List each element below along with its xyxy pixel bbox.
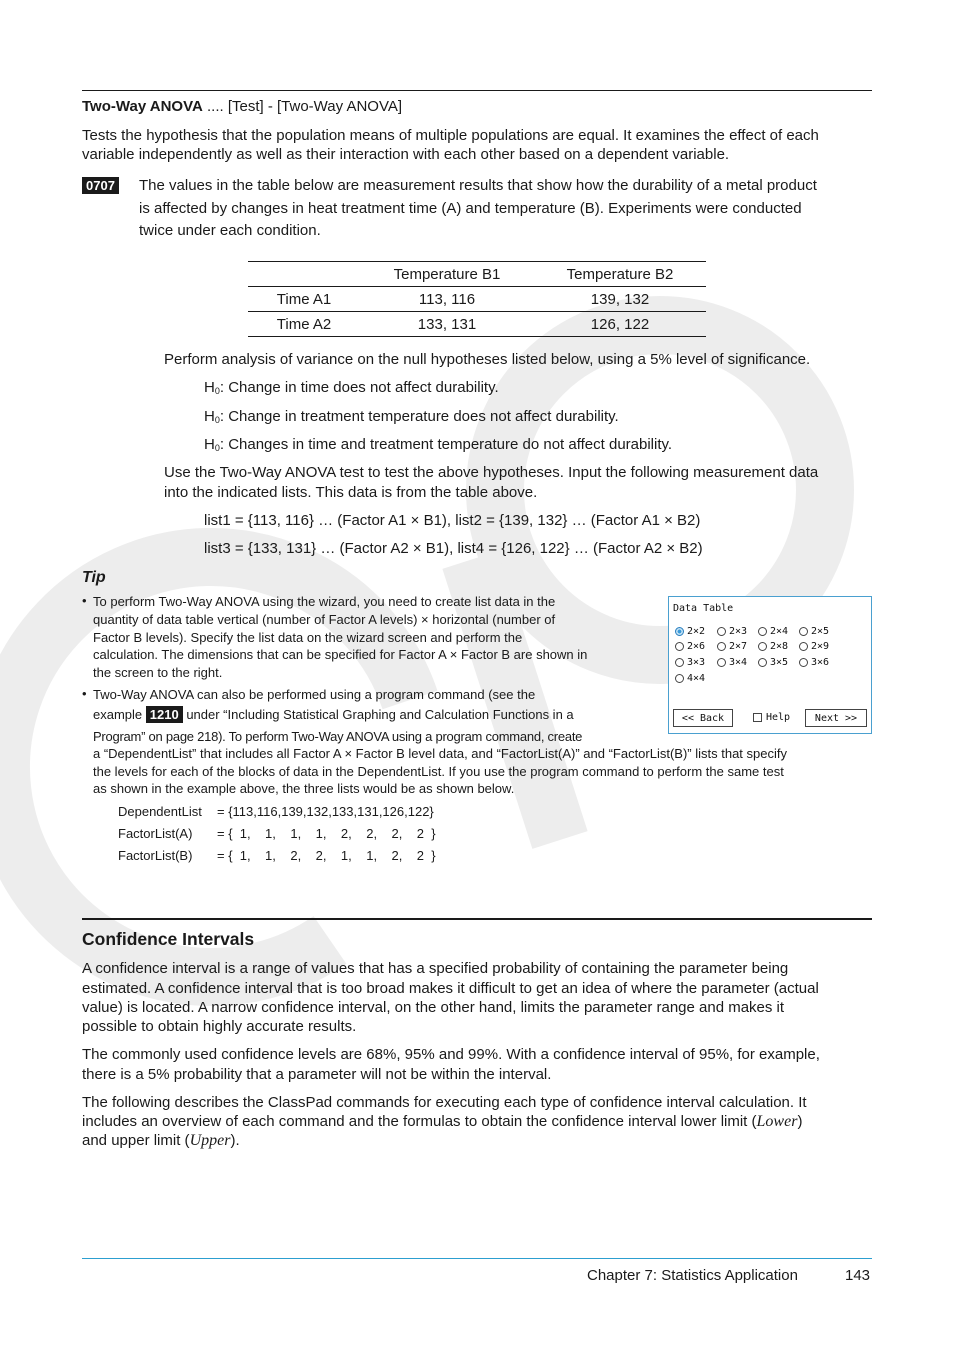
footer-chapter: Chapter 7: Statistics Application — [587, 1267, 798, 1284]
use-text-line: Use the Two-Way ANOVA test to test the above hypotheses. Input the following measurement data — [164, 464, 819, 481]
factor-list-a-value: = { 1, 1, 1, 1, 2, 2, 2, 2 } — [217, 826, 436, 841]
paragraph-line: The following describes the ClassPad commands for executing each type of confidence interval calculation. It — [82, 1094, 807, 1111]
example-text-line: The values in the table below are measurement results that show how the durability of a metal product — [139, 177, 817, 194]
paragraph-line: A confidence interval is a range of values that has a specified probability of containing the parameter being — [82, 960, 789, 977]
option-2x3[interactable]: 2×3 — [717, 624, 747, 638]
radio-icon — [758, 642, 767, 651]
paragraph-line: value) is located. A narrow confidence interval, on the other hand, limits the parameter range and makes it — [82, 999, 785, 1016]
hypothesis: $H_0$: Change in time does not affect durability. — [204, 379, 499, 396]
tip-title: Tip — [82, 569, 106, 586]
tip-text-line: Program” on page 218). To perform Two-Way ANOVA using a program command, create — [93, 729, 583, 744]
factor-list-b-value: = { 1, 1, 2, 2, 1, 1, 2, 2 } — [217, 848, 436, 863]
paragraph-line: The commonly used confidence levels are 68%, 95% and 99%. With a confidence interval of 95%, for example, — [82, 1046, 820, 1063]
tip-text-line: the levels for each of the blocks of data in the DependentList. If you use the program command to perform the same test — [93, 764, 784, 779]
next-button[interactable]: Next >> — [805, 709, 867, 727]
option-2x6[interactable]: 2×6 — [675, 639, 705, 653]
footer-rule — [82, 1258, 872, 1259]
radio-icon — [675, 627, 684, 636]
table-row — [248, 312, 706, 337]
option-2x9[interactable]: 2×9 — [799, 639, 829, 653]
radio-icon — [717, 658, 726, 667]
factor-list-a-label: FactorList(A) — [118, 826, 193, 841]
radio-icon — [675, 642, 684, 651]
table-cell: 113, 116 — [360, 287, 534, 312]
list-definition: list1 = {113, 116} … (Factor A1 × B1), list2 = {139, 132} … (Factor A1 × B2) — [204, 512, 701, 529]
paragraph-line: estimated. A confidence interval that is too broad makes it difficult to get an idea of where the parameter (actual — [82, 980, 819, 997]
tip-text-line: example 1210 under “Including Statistical Graphing and Calculation Functions in a — [93, 707, 574, 722]
tip-text-line: Factor B levels). Specify the list data on the wizard screen and perform the — [93, 630, 523, 645]
table-header-cell — [248, 262, 360, 287]
anova-intro-line: Tests the hypothesis that the population means of multiple populations are equal. It examines the effect of each — [82, 127, 819, 144]
option-3x4[interactable]: 3×4 — [717, 655, 747, 669]
checkbox-icon — [753, 713, 762, 722]
paragraph-line: possible to obtain highly accurate results. — [82, 1018, 357, 1035]
tip-text-line: Two-Way ANOVA can also be performed using a program command (see the — [93, 687, 536, 702]
tip-text-line: the screen to the right. — [93, 665, 223, 680]
radio-icon — [799, 627, 808, 636]
tip-text-line: quantity of data table vertical (number of Factor A levels) × horizontal (number of — [93, 612, 556, 627]
radio-icon — [675, 674, 684, 683]
paragraph-line: includes an overview of each command and the formulas to obtain the confidence interval lower limit (Lower) — [82, 1113, 803, 1130]
radio-icon — [758, 658, 767, 667]
table-cell: Time A2 — [248, 312, 360, 337]
table-cell: 133, 131 — [360, 312, 534, 337]
table-header-cell: Temperature B1 — [360, 262, 534, 287]
dependent-list-value: = {113,116,139,132,133,131,126,122} — [217, 804, 434, 819]
tip-text-line: To perform Two-Way ANOVA using the wizard, you need to create list data in the — [93, 594, 556, 609]
factor-list-b-label: FactorList(B) — [118, 848, 193, 863]
example-text-line: is affected by changes in heat treatment time (A) and temperature (B). Experiments were conducted — [139, 200, 802, 217]
option-2x7[interactable]: 2×7 — [717, 639, 747, 653]
section-rule — [82, 918, 872, 920]
tip-text-line: a “DependentList” that includes all Factor A × Factor B level data, and “FactorList(A)” and “FactorList(B)” lists that specify — [93, 746, 787, 761]
hypothesis: $H_0$: Change in treatment temperature does not affect durability. — [204, 408, 619, 425]
option-2x2[interactable]: 2×2 — [675, 624, 705, 638]
bullet-marker: • — [82, 686, 87, 701]
example-badge: 0707 — [82, 177, 119, 194]
radio-icon — [675, 658, 684, 667]
paragraph-line: and upper limit (Upper). — [82, 1132, 240, 1149]
option-3x3[interactable]: 3×3 — [675, 655, 705, 669]
wizard-title: Data Table — [673, 603, 734, 614]
tip-text-line: as shown in the example above, the three lists would be as shown below. — [93, 781, 515, 796]
bullet-marker: • — [82, 593, 87, 608]
radio-icon — [717, 627, 726, 636]
perform-text: Perform analysis of variance on the null hypotheses listed below, using a 5% level of significance. — [164, 351, 811, 368]
back-button[interactable]: << Back — [673, 709, 733, 727]
top-rule — [82, 90, 872, 91]
page-number: 143 — [845, 1267, 871, 1284]
option-2x4[interactable]: 2×4 — [758, 624, 788, 638]
section-title: Confidence Intervals — [82, 929, 255, 949]
tip-text-line: calculation. The dimensions that can be specified for Factor A × Factor B are shown in — [93, 647, 588, 662]
radio-icon — [717, 642, 726, 651]
use-text-line: into the indicated lists. This data is from the table above. — [164, 484, 538, 501]
paragraph-line: there is a 5% probability that a parameter will not be within the interval. — [82, 1066, 552, 1083]
table-header-cell: Temperature B2 — [534, 262, 706, 287]
table-row — [248, 287, 706, 312]
option-2x5[interactable]: 2×5 — [799, 624, 829, 638]
hypothesis: $H_0$: Changes in time and treatment temperature do not affect durability. — [204, 436, 673, 453]
table-cell: Time A1 — [248, 287, 360, 312]
example-badge: 1210 — [146, 706, 183, 723]
radio-icon — [799, 642, 808, 651]
example-text-line: twice under each condition. — [139, 222, 321, 239]
anova-heading: Two-Way ANOVA .... [Test] - [Two-Way ANOVA] — [82, 98, 403, 115]
table-cell: 126, 122 — [534, 312, 706, 337]
option-2x8[interactable]: 2×8 — [758, 639, 788, 653]
option-3x5[interactable]: 3×5 — [758, 655, 788, 669]
help-checkbox[interactable]: Help — [753, 712, 790, 723]
radio-icon — [799, 658, 808, 667]
radio-icon — [758, 627, 767, 636]
list-definition: list3 = {133, 131} … (Factor A2 × B1), list4 = {126, 122} … (Factor A2 × B2) — [204, 540, 703, 557]
table-cell: 139, 132 — [534, 287, 706, 312]
durability-table — [248, 261, 706, 337]
dependent-list-label: DependentList — [118, 804, 202, 819]
data-table-wizard — [668, 596, 872, 734]
anova-intro-line: variable independently as well as their interaction with each other based on a dependent variable. — [82, 146, 730, 163]
option-3x6[interactable]: 3×6 — [799, 655, 829, 669]
option-4x4[interactable]: 4×4 — [675, 671, 705, 685]
